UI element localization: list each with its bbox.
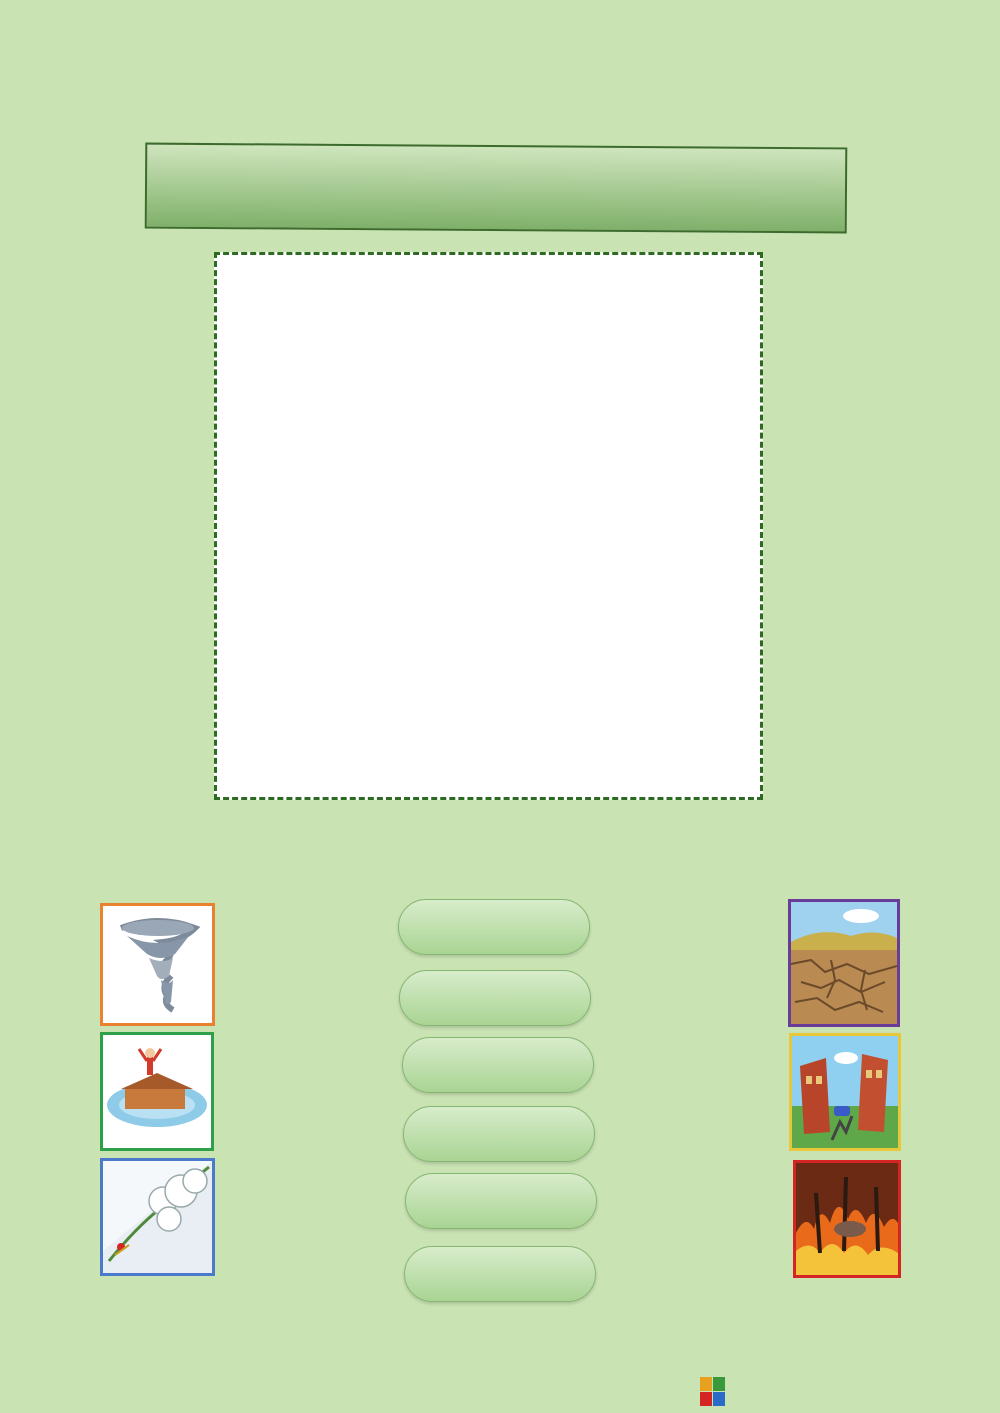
tornado-picture[interactable] [100,903,215,1026]
option-avalanche[interactable] [399,970,591,1026]
option-wildfire[interactable] [398,899,590,955]
live-badge-icon [700,1377,726,1407]
word-bank [145,143,848,234]
option-earthquake[interactable] [405,1173,597,1229]
earthquake-picture[interactable] [789,1033,901,1151]
option-flood[interactable] [404,1246,596,1302]
option-tornado[interactable] [403,1106,595,1162]
wordsearch-grid[interactable] [214,252,763,800]
option-drought[interactable] [402,1037,594,1093]
wildfire-picture[interactable] [793,1160,901,1278]
avalanche-picture[interactable] [100,1158,215,1276]
drought-picture[interactable] [788,899,900,1027]
flood-picture[interactable] [100,1032,214,1151]
liveworksheets-logo [700,1377,726,1407]
